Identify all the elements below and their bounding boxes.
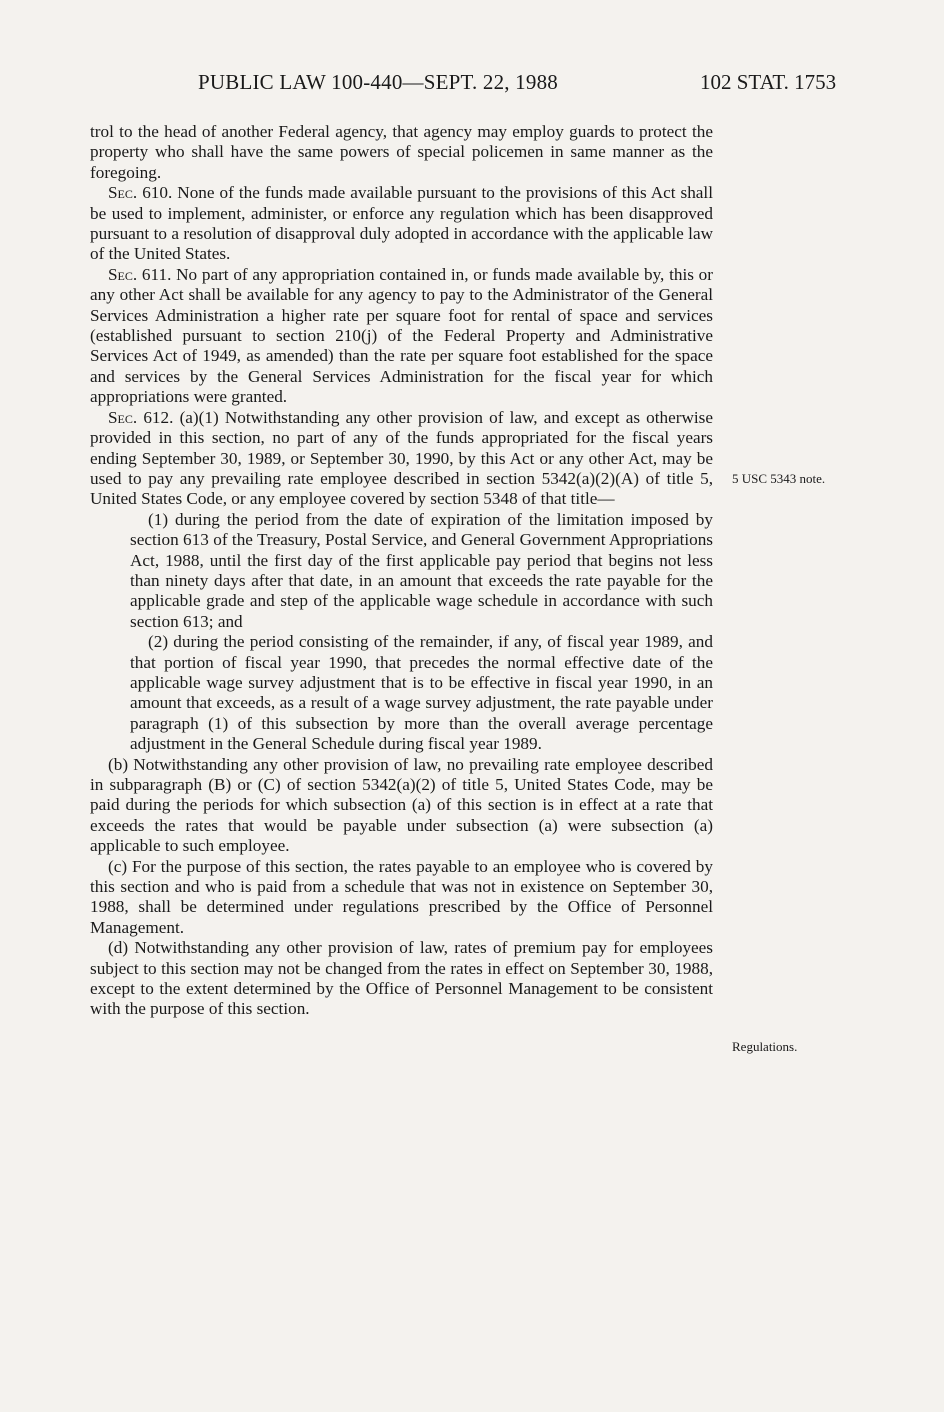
subsection-b: (b) Notwithstanding any other provision of law, no prevailing rate employee described in subparagraph (B) or (C) of section 5342(a)(2) of title 5, United States Code, may be paid during the periods for which subsection (a) of this section is in effect at a rate that exceeds the rates that would be payable under subsection (a) were subsection (a) applicable to such employee. <box>90 754 713 856</box>
section-612 <box>90 408 713 510</box>
subsection-d: (d) Notwithstanding any other provision of law, rates of premium pay for employees subject to this section may not be changed from the rates in effect on September 30, 1988, except to the extent determined by the Office of Personnel Management to be consistent with the purpose of this section. <box>90 938 713 1019</box>
body-text <box>90 122 713 1020</box>
page-header-stat: 102 STAT. 1753 <box>700 70 837 94</box>
margin-note-regulations: Regulations. <box>732 1039 798 1054</box>
subsection-c: (c) For the purpose of this section, the rates payable to an employee who is covered by this section and who is paid from a schedule that was not in existence on September 30, 1988, shall be determined under regulations prescribed by the Office of Personnel Management. <box>90 856 713 937</box>
section-610 <box>90 183 713 265</box>
section-611 <box>90 265 713 408</box>
paragraph-item-2: (2) during the period consisting of the remainder, if any, of fiscal year 1989, and that portion of fiscal year 1990, that precedes the normal effective date of the applicable wage survey adjustment that is to be effective in fiscal year 1990, in an amount that exceeds, as a result of a wage survey adjustment, the rate payable under paragraph (1) of this subsection by more than the overall average percentage adjustment in the General Schedule during fiscal year 1989. <box>130 632 713 754</box>
section-610-text: None of the funds made available pursuant to the provisions of this Act shall be used to implement, administer, or enforce any regulation which has been disapproved pursuant to a resolution of disapproval duly adopted in accordance with the applicable law of the United States. <box>90 183 713 264</box>
section-612-label: Sec. 612. <box>108 407 174 427</box>
section-611-text: No part of any appropriation contained in, or funds made available by, this or any other Act shall be available for any agency to pay to the Administrator of the General Services Administration a higher rate per square foot for rental of space and services (established pursuant to section 210(j) of the Federal Property and Administrative Services Act of 1949, as amended) than the rate per square foot established for the space and services by the General Services Administration for the fiscal year for which appropriations were granted. <box>90 264 713 407</box>
section-611-label: Sec. 611. <box>108 264 172 284</box>
section-610-label: Sec. 610. <box>108 183 173 203</box>
margin-note-usc: 5 USC 5343 note. <box>732 471 826 486</box>
page-header-title: PUBLIC LAW 100-440—SEPT. 22, 1988 <box>198 70 558 94</box>
paragraph-item-1: (1) during the period from the date of expiration of the limitation imposed by section 613 of the Treasury, Postal Service, and General Government Appropriations Act, 1988, until the first day of the first applicable pay period that begins not less than ninety days after that date, in an amount that exceeds the rate payable for the applicable grade and step of the applicable wage schedule in accordance with such section 613; and <box>130 509 713 631</box>
section-612-text: (a)(1) Notwithstanding any other provision of law, and except as otherwise provided in this section, no part of any of the funds appropriated for the fiscal years ending September 30, 1989, or September 30, 1990, by this Act or any other Act, may be used to pay any prevailing rate employee described in section 5342(a)(2)(A) of title 5, United States Code, or any employee covered by section 5348 of that title— <box>90 407 713 509</box>
paragraph-continuation: trol to the head of another Federal agency, that agency may employ guards to protect the property who shall have the same powers of special policemen in same manner as the foregoing. <box>90 122 713 182</box>
